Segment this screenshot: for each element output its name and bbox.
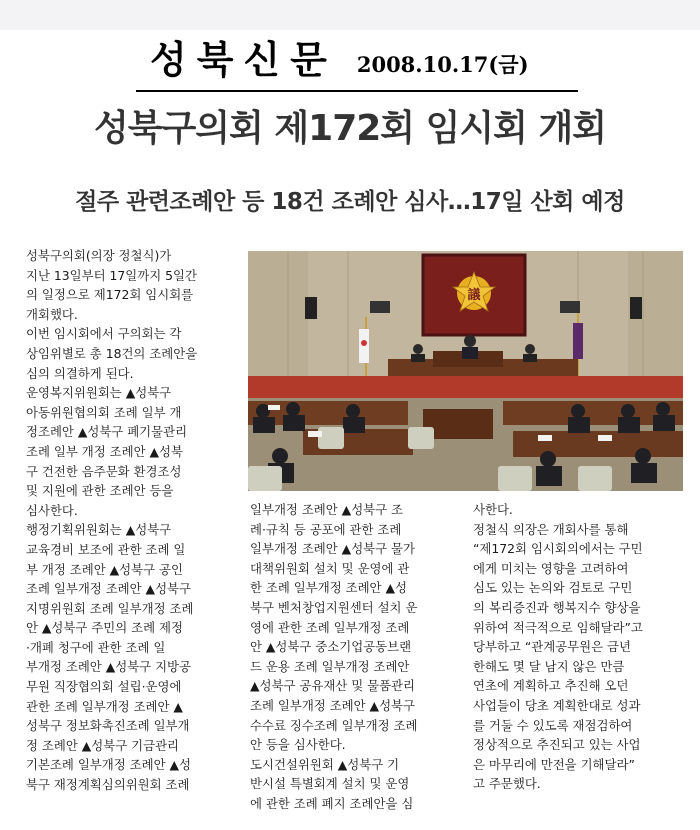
article-line: 부 개정 조례안 ▲성북구 공인 bbox=[26, 561, 183, 577]
article-line: 심사한다. bbox=[26, 502, 78, 518]
article-line: 사한다. bbox=[473, 502, 513, 517]
article-column-1 bbox=[26, 246, 240, 795]
article-line: 일부개정 조례안 ▲성북구 물가 bbox=[250, 541, 415, 557]
article-line: “제172회 임시회의에서는 구민 bbox=[473, 541, 643, 557]
article-line: 이번 임시회에서 구의회는 각 bbox=[26, 326, 182, 342]
article-line: 한해도 몇 달 남지 않은 만큼 bbox=[473, 658, 625, 674]
article-line: 정 조례안 ▲성북구 기금관리 bbox=[26, 737, 180, 753]
article-line: 은 마무리에 만전을 기해달라” bbox=[473, 756, 635, 772]
article-line: 수수료 징수조례 일부개정 조례 bbox=[250, 717, 418, 733]
newspaper-name: 성북신문 bbox=[150, 37, 337, 82]
article-line: 반시설 특별회계 설치 및 운영 bbox=[250, 776, 410, 792]
article-line: 심도 있는 논의와 검토로 구민 bbox=[473, 580, 633, 596]
photo-illustration bbox=[248, 251, 683, 491]
article-line: 성북구의회(의장 정철식)가 bbox=[26, 248, 172, 263]
article-line: 에게 미치는 영향을 고려하여 bbox=[473, 560, 629, 576]
top-band bbox=[0, 0, 700, 30]
article-line: 구 건전한 음주문화 환경조성 bbox=[26, 463, 182, 479]
masthead-rule bbox=[136, 90, 578, 92]
article-line: 안 등을 심사한다. bbox=[250, 737, 346, 753]
article-line: 개회했다. bbox=[26, 306, 78, 322]
article-line: 에 관한 조례 폐지 조례안을 심 bbox=[250, 795, 414, 811]
article-line: 지명위원회 조례 일부개정 조례 bbox=[26, 600, 194, 616]
photo-emblem-glyph: 議 bbox=[467, 288, 481, 303]
article-line: 아동위원협의회 조례 일부 개 bbox=[26, 404, 182, 420]
article-line: 조례 일부개정 조례안 ▲성북구 bbox=[250, 697, 415, 713]
article-line: 의 일정으로 제172회 임시회를 bbox=[26, 287, 194, 303]
article-line: 대책위원회 설치 및 운영에 관 bbox=[250, 560, 410, 576]
article-line: 정상적으로 추진되고 있는 사업 bbox=[473, 737, 641, 753]
article-line: 상임위별로 총 18건의 조례안을 bbox=[26, 345, 198, 361]
article-line: 무원 직장협의회 설립·운영에 bbox=[26, 679, 182, 695]
article-line: 도시건설위원회 ▲성북구 기 bbox=[250, 756, 400, 772]
article-line: 위하여 적극적으로 임해달라”고 bbox=[473, 619, 643, 635]
article-line: 행정기획위원회는 ▲성북구 bbox=[26, 522, 172, 538]
article-line: 연초에 계획하고 추진해 오던 bbox=[473, 678, 629, 694]
article-line: 고 주문했다. bbox=[473, 776, 541, 792]
article-line: ▲성북구 공유재산 및 물품관리 bbox=[250, 678, 415, 694]
article-line: 드 운용 조례 일부개정 조례안 bbox=[250, 658, 410, 674]
article-column-3 bbox=[473, 500, 685, 794]
article-line: 사업들이 당초 계획한대로 성과 bbox=[473, 697, 641, 713]
article-line: 북구 재정계획심의위원회 조례 bbox=[26, 777, 190, 793]
article-line: 기본조례 일부개정 조례안 ▲성 bbox=[26, 757, 191, 773]
article-subheadline: 절주 관련조례안 등 18건 조례안 심사…17일 산회 예정 bbox=[75, 189, 625, 215]
issue-date: 2008.10.17(금) bbox=[356, 52, 529, 77]
article-line: 지난 13일부터 17일까지 5일간 bbox=[26, 267, 197, 283]
article-line: 안 ▲성북구 주민의 조례 제정 bbox=[26, 620, 183, 636]
article-line: 정조례안 ▲성북구 폐기물관리 bbox=[26, 424, 188, 440]
article-line: 례·규칙 등 공포에 관한 조례 bbox=[250, 521, 402, 537]
article-line: 심의 의결하게 된다. bbox=[26, 365, 134, 381]
article-column-2 bbox=[250, 500, 462, 814]
article-line: 정철식 의장은 개회사를 통해 bbox=[473, 521, 629, 537]
article-line: 일부개정 조례안 ▲성북구 조 bbox=[250, 502, 404, 517]
article-line: 운영복지위원회는 ▲성북구 bbox=[26, 385, 172, 401]
article-line: 교육경비 보조에 관한 조례 일 bbox=[26, 541, 186, 557]
article-line: 당부하고 “관계공무원은 금년 bbox=[473, 639, 631, 655]
article-line: 조례 일부개정 조례안 ▲성북구 bbox=[26, 581, 191, 597]
article-line: 관한 조례 일부개정 조례안 ▲ bbox=[26, 698, 183, 714]
article-line: 를 거둘 수 있도록 재점검하여 bbox=[473, 717, 633, 733]
article-line: 북구 벤처창업지원센터 설치 운 bbox=[250, 599, 418, 615]
article-line: 영에 관한 조례 일부개정 조례 bbox=[250, 619, 410, 635]
masthead bbox=[150, 34, 529, 84]
article-headline: 성북구의회 제172회 임시회 개회 bbox=[93, 108, 607, 149]
council-session-photo bbox=[248, 251, 683, 491]
article-line: 및 지원에 관한 조례안 등을 bbox=[26, 483, 174, 499]
article-line: 부개정 조례안 ▲성북구 지방공 bbox=[26, 659, 191, 675]
article-line: 의 복리증진과 행복지수 향상을 bbox=[473, 599, 641, 615]
article-line: ·개폐 청구에 관한 조례 일 bbox=[26, 639, 166, 655]
article-line: 조례 일부 개정 조례안 ▲성북 bbox=[26, 443, 183, 459]
article-line: 안 ▲성북구 중소기업공동브랜 bbox=[250, 639, 412, 655]
article-line: 성북구 정보화촉진조례 일부개 bbox=[26, 718, 190, 734]
article-line: 한 조례 일부개정 조례안 ▲성 bbox=[250, 580, 407, 596]
